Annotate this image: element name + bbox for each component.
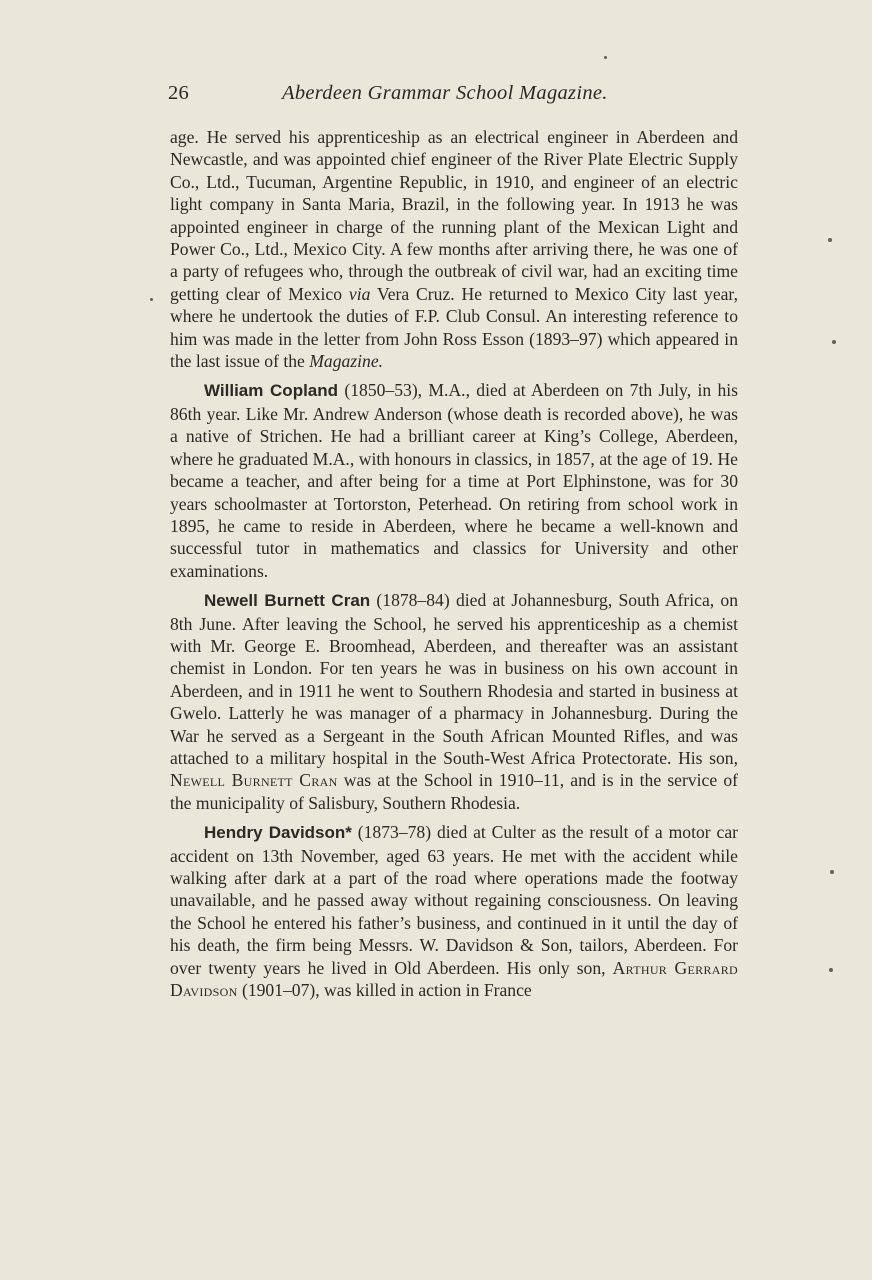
paper-speck (604, 56, 607, 59)
paragraph-continuation (170, 126, 738, 372)
son-name: Newell Burnett Cran (170, 770, 338, 791)
running-title: Aberdeen Grammar School Magazine. (282, 82, 608, 104)
paragraph-text: (1901–07), was killed in action in France (237, 980, 532, 1001)
obituary-name: Newell Burnett Cran (204, 591, 371, 611)
paper-speck (150, 298, 153, 301)
paper-speck (829, 968, 833, 972)
obituary-name: William Copland (204, 381, 339, 401)
article-body (170, 126, 738, 1008)
page-header (168, 82, 728, 112)
obituary-hendry-davidson (170, 821, 738, 1001)
paragraph-text: Vera Cruz. He returned to Mexico City last year, where he undertook the duties of F.P. Club Consul. An interesting reference to him was made in the letter from John Ross Esson (1893–97) which appeared in the last issue of the (170, 283, 738, 372)
paragraph-text: (1878–84) died at Johannesburg, South Africa, on 8th June. After leaving the School, he served his apprenticeship as a chemist with Mr. George E. Broomhead, Aberdeen, and thereafter was an assistant chemist in London. For ten years he was in business on his own account in Aberdeen, and in 1911 he went to Southern Rhodesia and started in business at Gwelo. Latterly he was manager of a pharmacy in Johannesburg. During the War he served as a Sergeant in the South African Mounted Rifles, and was attached to a military hospital in the South-West Africa Protectorate. His son, (170, 590, 738, 768)
italic-via: via (348, 283, 371, 304)
italic-magazine: Magazine. (309, 351, 384, 372)
obituary-newell-burnett-cran (170, 589, 738, 814)
paragraph-text: was at the School in 1910–11, and is in the service of the municipality of Salisbury, Southern Rhodesia. (170, 770, 738, 813)
paragraph-text: (1873–78) died at Culter as the result of a motor car accident on 13th November, aged 63 years. He met with the accident while walking after dark at a part of the road where operations made the footway unavailable, and he passed away without regaining consciousness. On leaving the School he entered his father’s business, and continued in it until the day of his death, the firm being Messrs. W. Davidson & Son, tailors, Aberdeen. For over twenty years he lived in Old Aberdeen. His only son, (170, 822, 738, 978)
paragraph-text: age. He served his apprenticeship as an electrical engineer in Aberdeen and Newcastle, and was appointed chief engineer of the River Plate Electric Supply Co., Ltd., Tucuman, Argentine Republic, in 1910, and engineer of an electric light company in Santa Maria, Brazil, in the following year. In 1913 he was appointed engineer in charge of the running plant of the Mexican Light and Power Co., Ltd., Mexico City. A few months after arriving there, he was one of a party of refugees who, through the outbreak of civil war, had an exciting time getting clear of Mexico (170, 127, 738, 304)
son-name: Arthur Gerrard Davidson (170, 957, 738, 1001)
paragraph-text: (1850–53), M.A., died at Aberdeen on 7th July, in his 86th year. Like Mr. Andrew Anderson (whose death is recorded above), he was a native of Strichen. He had a brilliant career at King’s College, Aberdeen, where he graduated M.A., with honours in classics, in 1857, at the age of 19. He became a teacher, and after being for a time at Port Elphinstone, was for 30 years schoolmaster at Tortorston, Peterhead. On retiring from school work in 1895, he came to reside in Aberdeen, where he became a well-known and successful tutor in mathematics and classics for University and other examinations. (170, 380, 739, 581)
obituary-william-copland (170, 379, 738, 582)
paper-speck (830, 870, 834, 874)
page-number: 26 (168, 82, 190, 104)
paper-speck (828, 238, 832, 242)
paper-speck (832, 340, 836, 344)
obituary-name: Hendry Davidson* (204, 823, 352, 843)
